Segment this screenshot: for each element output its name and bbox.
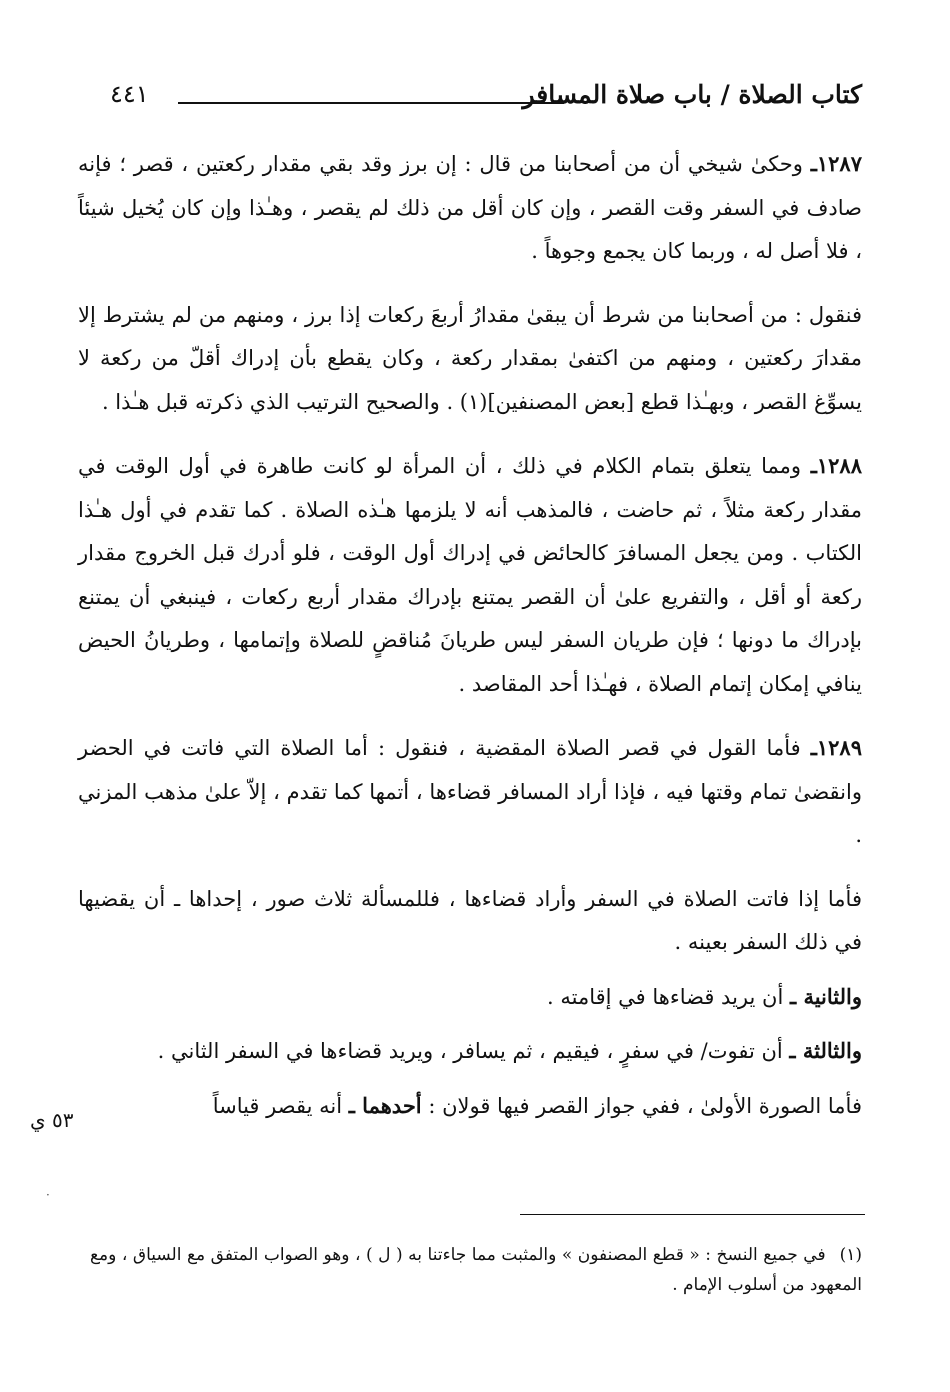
page-header: [110, 80, 862, 120]
paragraph-text: ومما يتعلق بتمام الكلام في ذلك ، أن المرأة لو كانت طاهرة في أول الوقت في مقدار ركعة مثلاً ، ثم حاضت ، فالمذهب أنه لا يلزمها هـٰذه الصلاة . كما تقدم في أول هـٰذا الكتاب . ومن يجعل المسافرَ كالحائض في إدراك أول الوقت ، فلو أدرك قبل الخروج مقدار ركعة أو أقل ، والتفريع علىٰ أن القصر يمتنع بإدراك مقدار أربع ركعات ، فينبغي أن يمتنع بإدراك ما دونها ؛ فإن طريان السفر ليس طريانَ مُناقضٍ للصلاة وإتمامها ، وطريانُ الحيض ينافي إمكان إتمام الصلاة ، فهـٰذا أحد المقاصد .: [78, 454, 862, 696]
paragraph-text: فنقول : من أصحابنا من شرط أن يبقىٰ مقدارُ أربعَ ركعات إذا برز ، ومنهم من لم يشترط إلا مقدارَ ركعتين ، ومنهم من اكتفىٰ بمقدار ركعة ، وكان يقطع بأن إدراك أقلّ من ركعة لا يسوِّغ القصر ، وبهـٰذا قطع [بعض المصنفين](١) . والصحيح الترتيب الذي ذكرته قبل هـٰذا .: [78, 302, 862, 414]
paragraph-number: ١٢٨٩ـ: [810, 735, 862, 760]
case-text: فأما الصورة الأولىٰ ، ففي جواز القصر فيها قولان :: [428, 1093, 862, 1118]
paragraph-number: ١٢٨٧ـ: [810, 151, 862, 176]
paragraph-1287-continued: [78, 294, 862, 425]
edge-mark: ·: [46, 1188, 50, 1202]
footnote: [90, 1240, 862, 1300]
case-label: أحدهما ـ: [348, 1092, 422, 1118]
running-title: كتاب الصلاة / باب صلاة المسافر: [522, 80, 862, 109]
page-body: [78, 142, 862, 1138]
case-second: [78, 975, 862, 1020]
paragraph-text: فأما القول في قصر الصلاة المقضية ، فنقول : أما الصلاة التي فاتت في الحضر وانقضىٰ تمام وقتها فيه ، فإذا أراد المسافر قضاءها ، أتمها كما تقدم ، إلاّ علىٰ مذهب المزني .: [78, 736, 862, 847]
paragraph-1288: [78, 444, 862, 706]
page-number: ٤٤١: [110, 80, 149, 108]
paragraph-text: وحكىٰ شيخي أن من أصحابنا من قال : إن برز وقد بقي مقدار ركعتين ، قصر ؛ فإنه صادف في السفر وقت القصر ، وإن كان أقل من ذلك لم يقصر ، وهـٰذا وإن كان يُخيل شيئاً ، فلا أصل له ، وربما كان يجمع وجوهاً .: [78, 152, 862, 263]
paragraph-1287: [78, 142, 862, 274]
paragraph-text: فأما إذا فاتت الصلاة في السفر وأراد قضاءها ، فللمسألة ثلاث صور ، إحداها ـ أن يقضيها في ذلك السفر بعينه .: [78, 886, 862, 954]
paragraph-three-cases: [78, 878, 862, 965]
case-text: أن يريد قضاءها في إقامته .: [547, 984, 784, 1009]
case-text: أنه يقصر قياساً: [212, 1093, 343, 1118]
case-label: والثالثة ـ: [789, 1038, 862, 1063]
case-label: والثانية ـ: [789, 983, 862, 1009]
case-third: [78, 1029, 862, 1074]
header-rule: [178, 102, 564, 104]
footnote-rule: [520, 1214, 865, 1215]
footnote-text: في جميع النسخ : « قطع المصنفون » والمثبت مما جاءتنا به ( ل ) ، وهو الصواب المتفق مع السياق ، ومع المعهود من أسلوب الإمام .: [90, 1245, 862, 1295]
manuscript-folio-note: ٥٣ ي: [30, 1108, 74, 1132]
case-text: أن تفوت/ في سفرٍ ، فيقيم ، ثم يسافر ، ويريد قضاءها في السفر الثاني .: [157, 1039, 783, 1063]
paragraph-number: ١٢٨٨ـ: [810, 453, 862, 478]
footnote-marker: (١): [839, 1245, 862, 1265]
first-case-discussion: [78, 1084, 862, 1129]
paragraph-1289: [78, 726, 862, 858]
